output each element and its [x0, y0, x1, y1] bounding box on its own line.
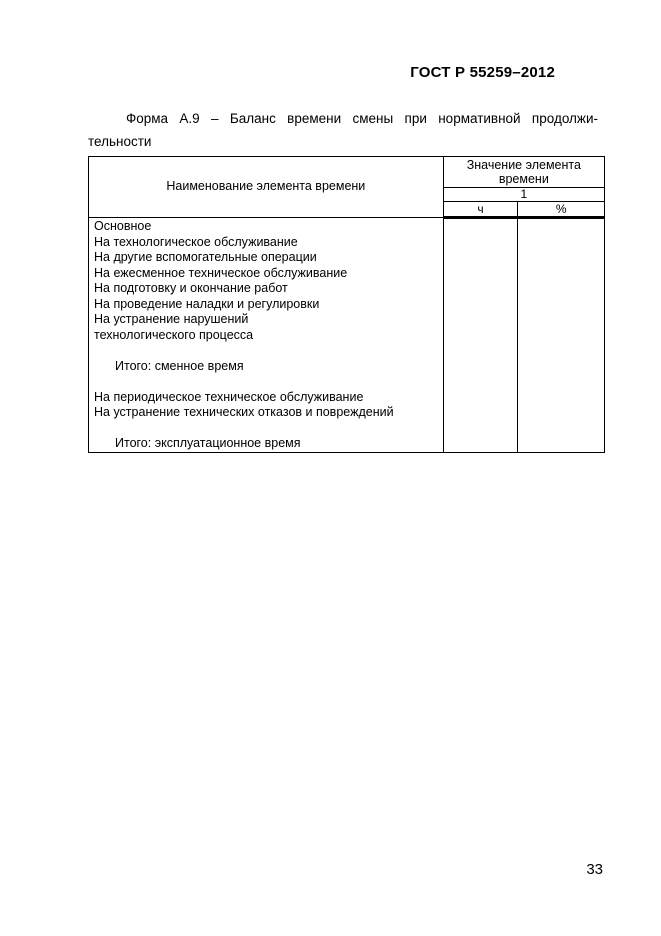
header-element-name: Наименование элемента времени — [89, 157, 444, 218]
percent-values-cell — [518, 218, 605, 453]
caption-line-1: Форма А.9 – Баланс времени смены при нормативной продолжи- — [126, 111, 598, 126]
row-fault-elimination: На устранение нарушений — [94, 312, 249, 326]
row-blank — [94, 343, 443, 359]
standard-code: ГОСТ Р 55259–2012 — [410, 64, 555, 81]
form-caption — [88, 107, 598, 153]
header-unit-percent: % — [518, 202, 605, 218]
row-aux-operations: На другие вспомогательные операции — [94, 250, 317, 264]
time-balance-table — [88, 156, 605, 453]
time-elements-list — [89, 218, 444, 453]
row-total-shift-time: Итого: сменное время — [115, 358, 244, 373]
caption-line-2: тельности — [88, 134, 152, 149]
header-element-value: Значение элемента времени — [443, 157, 604, 188]
row-adjustment: На проведение наладки и регулировки — [94, 296, 320, 311]
row-main: Основное — [94, 219, 152, 233]
row-preparation: На подготовку и окончание работ — [94, 281, 288, 295]
hours-values-cell — [443, 218, 518, 453]
header-column-number: 1 — [443, 188, 604, 202]
row-per-shift-maintenance: На ежесменное техническое обслуживание — [94, 265, 348, 280]
page-number: 33 — [586, 861, 603, 878]
row-total-operating-time: Итого: эксплуатационное время — [115, 436, 301, 450]
row-fault-elimination-cont: технологического процесса — [94, 327, 254, 342]
row-failure-repair: На устранение технических отказов и повреждений — [94, 405, 394, 419]
row-blank — [94, 421, 443, 437]
row-periodic-maintenance: На периодическое техническое обслуживание — [94, 389, 364, 404]
row-blank — [94, 374, 443, 390]
row-tech-service: На технологическое обслуживание — [94, 234, 298, 249]
header-unit-hours: ч — [443, 202, 518, 218]
